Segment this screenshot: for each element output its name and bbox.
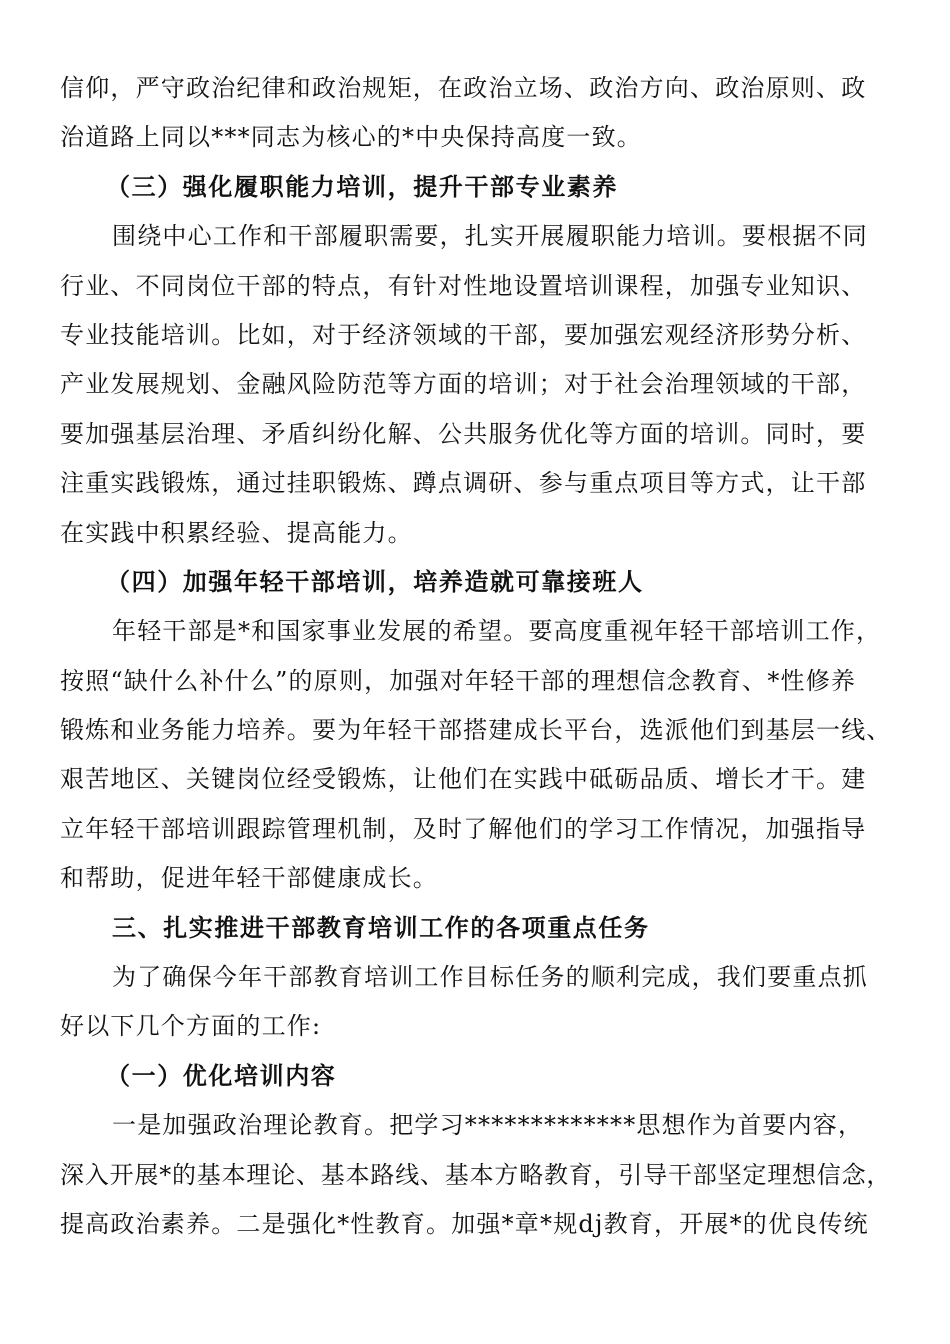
body-line: 提高政治素养。二是强化*性教育。加强*章*规dj教育，开展*的优良传统 <box>60 1209 869 1238</box>
body-line: 立年轻干部培训跟踪管理机制，及时了解他们的学习工作情况，加强指导 <box>60 814 867 843</box>
body-line: 在实践中积累经验、提高能力。 <box>60 518 413 547</box>
body-line: 专业技能培训。比如，对于经济领域的干部，要加强宏观经济形势分析、 <box>60 320 867 349</box>
body-line: 信仰，严守政治纪律和政治规矩，在政治立场、政治方向、政治原则、政 <box>60 74 867 102</box>
paragraph-first-line: 年轻干部是*和国家事业发展的希望。要高度重视年轻干部培训工作， <box>112 617 882 646</box>
body-line: 艰苦地区、关键岗位经受锻炼，让他们在实践中砥砺品质、增长才干。建 <box>60 765 867 794</box>
paragraph-first-line: 一是加强政治理论教育。把学习*************思想作为首要内容， <box>112 1111 864 1140</box>
body-line: 好以下几个方面的工作: <box>60 1012 322 1041</box>
section-subheading: （一）优化培训内容 <box>106 1061 337 1090</box>
document-page <box>60 68 896 1253</box>
section-heading: 三、扎实推进干部教育培训工作的各项重点任务 <box>112 913 650 942</box>
body-line: 治道路上同以***同志为核心的*中央保持高度一致。 <box>60 123 642 152</box>
body-line: 锻炼和业务能力培养。要为年轻干部搭建成长平台，选派他们到基层一线、 <box>60 716 892 745</box>
body-line: 按照“缺什么补什么”的原则，加强对年轻干部的理想信念教育、*性修养 <box>60 666 857 695</box>
body-line: 产业发展规划、金融风险防范等方面的培训；对于社会治理领域的干部， <box>60 370 867 399</box>
body-line: 行业、不同岗位干部的特点，有针对性地设置培训课程，加强专业知识、 <box>60 271 867 300</box>
paragraph-first-line: 围绕中心工作和干部履职需要，扎实开展履职能力培训。要根据不同 <box>112 222 868 251</box>
body-line: 注重实践锻炼，通过挂职锻炼、蹲点调研、参与重点项目等方式，让干部 <box>60 469 867 498</box>
body-line: 要加强基层治理、矛盾纠纷化解、公共服务优化等方面的培训。同时，要 <box>60 419 867 448</box>
section-subheading: （四）加强年轻干部培训，培养造就可靠接班人 <box>106 567 644 596</box>
body-line: 深入开展*的基本理论、基本路线、基本方略教育，引导干部坚定理想信念， <box>60 1160 892 1189</box>
body-line: 和帮助，促进年轻干部健康成长。 <box>60 864 438 893</box>
paragraph-first-line: 为了确保今年干部教育培训工作目标任务的顺利完成，我们要重点抓 <box>112 963 868 992</box>
section-subheading: （三）强化履职能力培训，提升干部专业素养 <box>106 172 618 201</box>
